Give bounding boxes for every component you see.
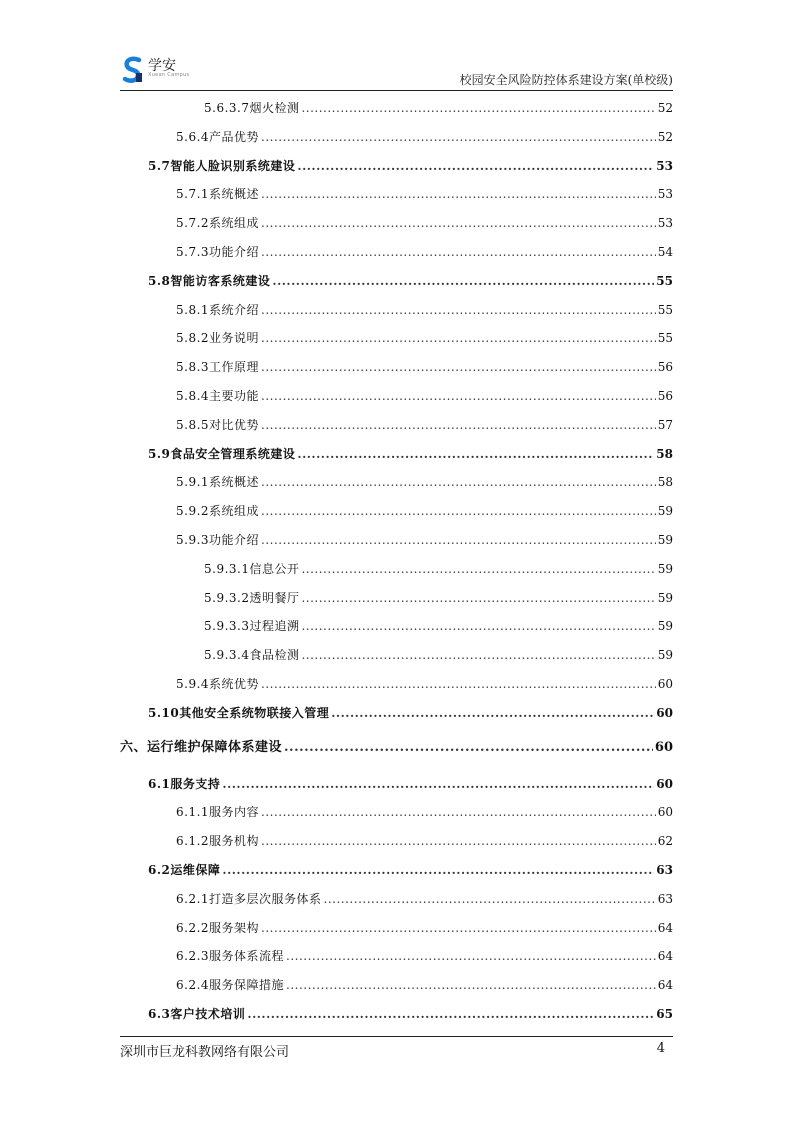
toc-dot-leader	[222, 776, 654, 792]
toc-entry-page: 55	[657, 302, 673, 317]
toc-entry-page: 56	[657, 389, 673, 403]
toc-entry[interactable]	[176, 417, 673, 433]
toc-entry[interactable]	[148, 158, 673, 174]
toc-entry-label: 5.9.3.1信息公开	[204, 561, 300, 576]
page-header	[120, 52, 673, 91]
toc-dot-leader	[301, 647, 655, 663]
page-number: 4	[656, 1041, 665, 1056]
toc-entry-page: 59	[657, 561, 673, 576]
toc-entry[interactable]	[204, 561, 673, 577]
toc-entry-label: 六、运行维护保障体系建设	[120, 739, 283, 755]
toc-entry[interactable]	[176, 920, 673, 936]
toc-dot-leader	[261, 215, 656, 231]
toc-dot-leader	[261, 676, 656, 692]
toc-entry[interactable]	[176, 244, 673, 260]
toc-entry-label: 5.8.2业务说明	[176, 331, 260, 346]
toc-entry-page: 53	[657, 187, 673, 202]
toc-entry-page: 60	[656, 705, 673, 720]
toc-entry[interactable]	[204, 100, 673, 116]
toc-dot-leader	[297, 446, 654, 462]
toc-entry-page: 59	[657, 648, 673, 663]
toc-dot-leader	[261, 474, 656, 490]
toc-entry-page: 60	[654, 739, 673, 755]
toc-entry-page: 59	[657, 533, 673, 547]
toc-entry-page: 53	[656, 158, 673, 173]
toc-entry[interactable]	[148, 862, 673, 878]
toc-entry[interactable]	[148, 705, 673, 721]
toc-entry-page: 60	[657, 805, 673, 820]
toc-dot-leader	[261, 330, 656, 346]
toc-entry-label: 5.10其他安全系统物联接入管理	[148, 705, 330, 720]
toc-entry[interactable]	[176, 977, 673, 993]
toc-dot-leader	[261, 503, 656, 519]
company-name: 深圳市巨龙科教网络有限公司	[120, 1045, 290, 1060]
toc-entry-label: 5.8.1系统介绍	[176, 302, 260, 317]
toc-entry-page: 55	[657, 331, 673, 346]
toc-entry[interactable]	[176, 532, 673, 548]
toc-entry-label: 5.7.3功能介绍	[176, 245, 260, 259]
toc-entry[interactable]	[120, 740, 673, 756]
toc-dot-leader	[261, 532, 656, 548]
toc-entry[interactable]	[176, 359, 673, 375]
toc-entry-page: 59	[657, 504, 673, 519]
toc-entry-label: 5.9.3.4食品检测	[204, 648, 300, 663]
toc-entry-label: 5.8.3工作原理	[176, 360, 260, 375]
toc-entry[interactable]	[176, 388, 673, 404]
toc-dot-leader	[261, 186, 656, 202]
toc-entry[interactable]	[176, 474, 673, 490]
toc-entry-page: 54	[657, 245, 673, 259]
toc-entry-label: 5.9食品安全管理系统建设	[148, 446, 296, 461]
toc-dot-leader	[261, 359, 656, 375]
toc-dot-leader	[272, 273, 654, 289]
toc-entry[interactable]	[204, 647, 673, 663]
toc-dot-leader	[261, 302, 656, 318]
toc-entry-page: 57	[657, 417, 673, 432]
toc-entry-page: 64	[657, 920, 673, 935]
toc-entry-label: 6.2.3服务体系流程	[176, 949, 285, 964]
toc-entry-label: 5.7.2系统组成	[176, 216, 260, 231]
toc-entry-label: 6.2.4服务保障措施	[176, 978, 285, 993]
toc-entry-page: 58	[656, 446, 673, 461]
toc-dot-leader	[286, 948, 656, 964]
toc-entry-label: 5.7智能人脸识别系统建设	[148, 158, 296, 173]
toc-entry-label: 5.9.1系统概述	[176, 475, 260, 490]
toc-dot-leader	[261, 129, 656, 145]
toc-entry[interactable]	[176, 129, 673, 145]
toc-entry-page: 63	[656, 863, 673, 877]
toc-entry[interactable]	[176, 215, 673, 231]
toc-dot-leader	[247, 1006, 654, 1022]
document-title: 校园安全风险防控体系建设方案(单校级)	[459, 73, 673, 87]
toc-dot-leader	[331, 705, 654, 721]
toc-entry-page: 65	[656, 1007, 673, 1021]
toc-entry-page: 52	[657, 101, 673, 115]
toc-entry-label: 5.7.1系统概述	[176, 187, 260, 202]
toc-entry-page: 58	[657, 475, 673, 490]
toc-dot-leader	[261, 833, 656, 849]
toc-entry-label: 6.2.1打造多层次服务体系	[176, 891, 322, 906]
toc-dot-leader	[301, 561, 655, 577]
toc-entry-label: 5.9.4系统优势	[176, 677, 260, 691]
toc-dot-leader	[261, 804, 656, 820]
toc-entry-label: 6.2.2服务架构	[176, 920, 260, 935]
toc-entry[interactable]	[148, 776, 673, 792]
toc-entry-page: 60	[657, 677, 673, 691]
toc-entry-page: 59	[657, 619, 673, 634]
toc-entry-label: 6.1服务支持	[148, 776, 221, 791]
toc-entry-page: 64	[657, 949, 673, 964]
logo-text: 学安	[148, 58, 176, 74]
toc-entry[interactable]	[204, 618, 673, 634]
toc-dot-leader	[222, 862, 654, 878]
toc-entry[interactable]	[176, 891, 673, 907]
logo-s-icon	[122, 56, 144, 84]
toc-entry[interactable]	[176, 302, 673, 318]
toc-entry-label: 6.3客户技术培训	[148, 1007, 246, 1021]
toc-dot-leader	[261, 920, 656, 936]
toc-entry[interactable]	[148, 1006, 673, 1022]
toc-entry[interactable]	[176, 330, 673, 346]
toc-entry[interactable]	[176, 676, 673, 692]
toc-entry-page: 63	[657, 891, 673, 906]
toc-dot-leader	[297, 158, 654, 174]
toc-entry-page: 56	[657, 360, 673, 375]
toc-dot-leader	[301, 590, 655, 606]
toc-dot-leader	[284, 740, 653, 756]
toc-dot-leader	[261, 244, 656, 260]
toc-entry[interactable]	[176, 833, 673, 849]
toc-entry-label: 5.8.5对比优势	[176, 417, 260, 432]
toc-entry-label: 5.8.4主要功能	[176, 389, 260, 403]
toc-entry-page: 64	[657, 978, 673, 993]
toc-dot-leader	[261, 417, 656, 433]
toc-entry[interactable]	[148, 273, 673, 289]
toc-entry[interactable]	[176, 804, 673, 820]
toc-entry[interactable]	[148, 446, 673, 462]
toc-dot-leader	[301, 618, 655, 634]
toc-dot-leader	[301, 100, 655, 116]
toc-entry-label: 5.8智能访客系统建设	[148, 273, 271, 288]
toc-entry-page: 52	[657, 129, 673, 144]
toc-entry[interactable]	[176, 948, 673, 964]
toc-entry[interactable]	[176, 186, 673, 202]
toc-dot-leader	[261, 388, 656, 404]
toc-entry-label: 5.9.2系统组成	[176, 504, 260, 519]
toc-entry-label: 6.2运维保障	[148, 863, 221, 877]
toc-entry-label: 6.1.2服务机构	[176, 834, 260, 849]
toc-entry-label: 5.6.4产品优势	[176, 129, 260, 144]
toc-entry-label: 5.9.3.2透明餐厅	[204, 590, 300, 605]
toc-entry-page: 59	[657, 590, 673, 605]
toc-dot-leader	[286, 977, 656, 993]
toc-entry-page: 55	[656, 273, 673, 288]
toc-entry-label: 5.9.3.3过程追溯	[204, 619, 300, 634]
toc-entry-label: 6.1.1服务内容	[176, 805, 260, 820]
toc-entry-label: 5.6.3.7烟火检测	[204, 101, 300, 115]
toc-entry[interactable]	[204, 590, 673, 606]
toc-dot-leader	[324, 891, 656, 907]
toc-entry-page: 53	[657, 216, 673, 231]
page-footer	[120, 1036, 673, 1061]
toc-entry-page: 60	[656, 776, 673, 791]
toc-entry-page: 62	[657, 834, 673, 849]
toc-entry-label: 5.9.3功能介绍	[176, 533, 260, 547]
toc-entry[interactable]	[176, 503, 673, 519]
logo-subtext: Xuean Campus	[148, 72, 190, 78]
